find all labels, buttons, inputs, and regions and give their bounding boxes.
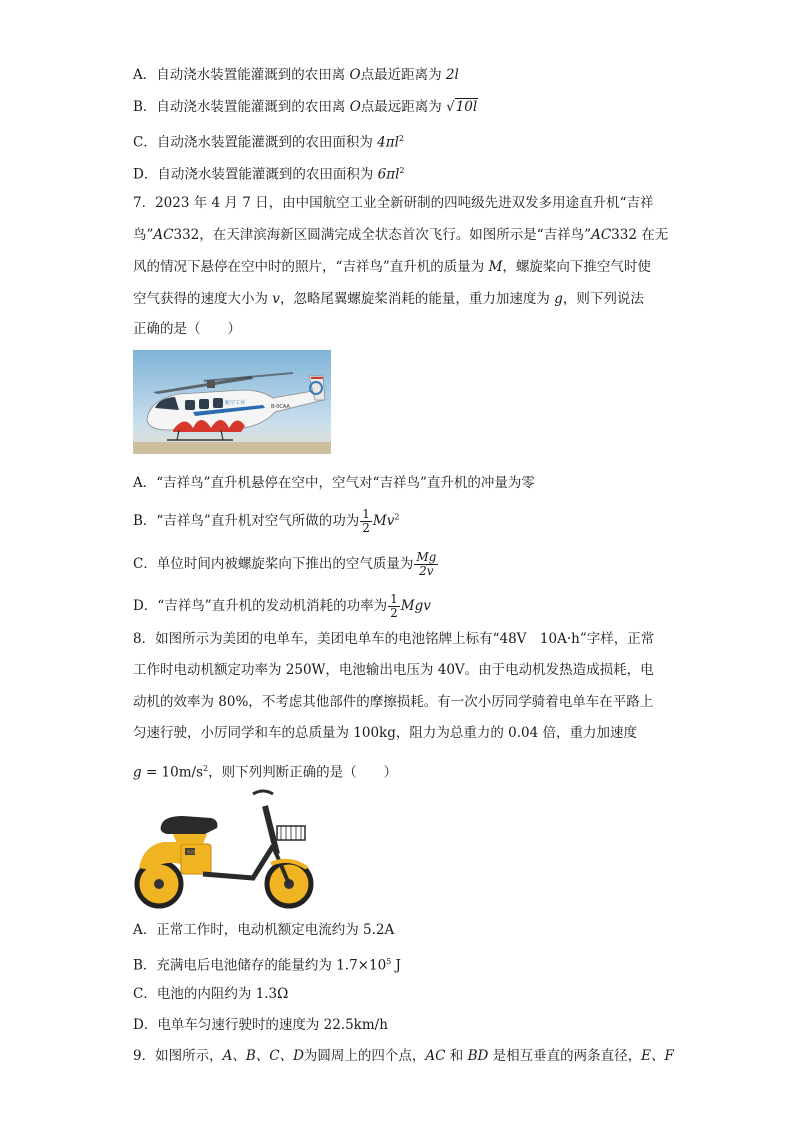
q9-text-line1: 9．如图所示，A、B、C、D为圆周上的四个点，AC 和 BD 是相互垂直的两条直径，E、F	[133, 1048, 674, 1064]
q6-option-c: C．自动浇水装置能灌溉到的农田面积为 $4\pi l^2$	[133, 134, 404, 151]
q7-option-c: C．单位时间内被螺旋桨向下推出的空气质量为 $\frac{Mg}{2v}$	[133, 550, 437, 578]
q8-text-line4: 匀速行驶，小厉同学和车的总质量为 100kg，阻力为总重力的 0.04 倍，重力加速度	[133, 725, 638, 741]
q7-option-a: A．“吉祥鸟”直升机悬停在空中，空气对“吉祥鸟”直升机的冲量为零	[133, 475, 535, 491]
sqrt-symbol: √10l	[446, 99, 478, 115]
q8-text-line1: 8．如图所示为美团的电单车，美团电单车的电池铭牌上标有“48V 10A·h”字样，正常	[133, 631, 655, 647]
q7-text-line1: 7．2023 年 4 月 7 日，由中国航空工业全新研制的四吨级先进双发多用途直升机“吉祥	[133, 195, 654, 211]
fraction: $\frac{Mg}{2v}$	[416, 550, 437, 578]
q7-text-line2: 鸟”AC332，在天津滨海新区圆满完成全状态首次飞行。如图所示是“吉祥鸟”AC332 在无	[133, 227, 669, 243]
q6-option-d: D．自动浇水装置能灌溉到的农田面积为 $6\pi l^2$	[133, 166, 405, 183]
helicopter-registration: B-0CAA	[271, 404, 290, 410]
q6-option-b: B．自动浇水装置能灌溉到的农田离 O点最远距离为 √10l	[133, 99, 478, 115]
helicopter-photo	[133, 350, 331, 454]
helicopter-livery-text: 航空工业	[225, 400, 246, 406]
bike-logo: 美团	[186, 850, 195, 856]
q8-text-line3: 动机的效率为 80%，不考虑其他部件的摩擦损耗。有一次小厉同学骑着电单车在平路上	[133, 694, 654, 710]
q8-option-b: B．充满电后电池储存的能量约为 $1.7\times 10^5$ J	[133, 957, 401, 974]
fraction: $\frac{1}{2}$	[390, 592, 398, 620]
electric-bike-photo	[133, 786, 318, 914]
q6-option-a: A．自动浇水装置能灌溉到的农田离 O点最近距离为 2l	[133, 67, 459, 83]
q8-text-line2: 工作时电动机额定功率为 250W，电池输出电压为 40V。由于电动机发热造成损耗，电	[133, 662, 654, 678]
q8-option-d: D．电单车匀速行驶时的速度为 22.5km/h	[133, 1017, 388, 1033]
q7-text-line3: 风的情况下悬停在空中时的照片，“吉祥鸟”直升机的质量为 M，螺旋桨向下推空气时使	[133, 259, 651, 275]
q7-option-d: D．“吉祥鸟”直升机的发动机消耗的功率为 $\frac{1}{2}$ Mgv	[133, 592, 431, 620]
fraction: $\frac{1}{2}$	[362, 507, 370, 535]
q8-option-c: C．电池的内阻约为 1.3Ω	[133, 986, 289, 1002]
q7-text-line5: 正确的是（ ）	[133, 321, 241, 337]
q7-text-line4: 空气获得的速度大小为 v，忽略尾翼螺旋桨消耗的能量，重力加速度为 g，则下列说法	[133, 291, 644, 307]
q8-option-a: A．正常工作时，电动机额定电流约为 5.2A	[133, 922, 395, 938]
q7-option-b: B．“吉祥鸟”直升机对空气所做的功为 $\frac{1}{2}$ Mv$^2$	[133, 507, 400, 535]
q8-text-line5: $g = 10m/s^2$，则下列判断正确的是（ ）	[133, 764, 398, 781]
